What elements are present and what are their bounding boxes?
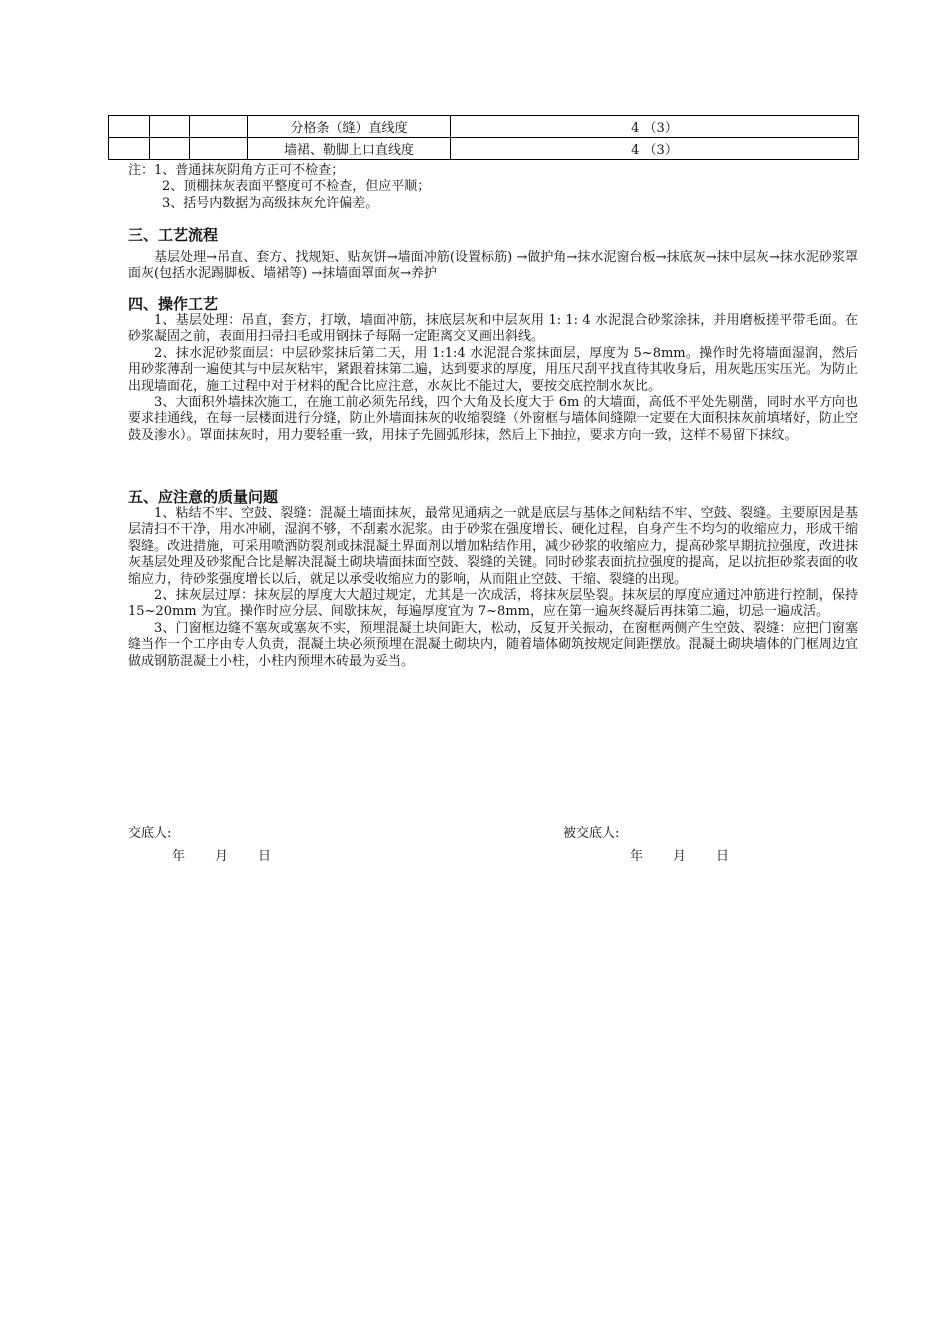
- date-year: 年: [630, 849, 644, 864]
- table-row: [109, 138, 859, 160]
- table-cell-item: 分格条（缝）直线度: [248, 116, 451, 138]
- notes-prefix: 注：: [128, 163, 155, 178]
- table-cell-item: 墙裙、勒脚上口直线度: [248, 138, 451, 160]
- table-cell-blank: [190, 138, 248, 160]
- date-left: [172, 849, 271, 865]
- operation-paragraph: 3、大面积外墙抹次施工，在施工前必须先吊线，四个大角及长度大于 6m 的大墙面，高低不平处先剔凿，同时水平方向也要求挂通线，在每一层楼面进行分缝，防止外墙面抹灰的收缩裂缝（外窗框与墙体间缝隙一定要在大面积抹灰前填堵好，防止空鼓及渗水）。罩面抹灰时，用力要轻重一致，用抹子先圆弧形抹，然后上下抽拉，要求方向一致，这样不易留下抹纹。: [128, 395, 858, 443]
- date-day: 日: [716, 849, 730, 864]
- section-heading-process-flow: 三、工艺流程: [128, 226, 219, 244]
- table-cell-blank: [150, 116, 190, 138]
- table-cell-value: 4 （3）: [451, 138, 859, 160]
- signer-left-label: 交底人:: [128, 826, 172, 841]
- table-cell-blank: [109, 116, 150, 138]
- quality-paragraph: 2、抹灰层过厚：抹灰层的厚度大大超过规定，尤其是一次成活，将抹灰层坠裂。抹灰层的厚度应通过冲筋进行控制，保持 15~20mm 为宜。操作时应分层、间歇抹灰，每遍厚度宜为 7~8mm，应在第一遍灰终凝后再抹第二遍，切忌一遍成活。: [128, 588, 858, 620]
- quality-issues-text: [128, 506, 858, 670]
- tolerance-table: [108, 115, 859, 160]
- date-day: 日: [258, 849, 272, 864]
- section-heading-operation: 四、操作工艺: [128, 295, 219, 313]
- table-cell-blank: [190, 116, 248, 138]
- note-item: 1、普通抹灰阴角方正可不检查；: [154, 163, 345, 178]
- table-cell-blank: [150, 138, 190, 160]
- section-heading-quality-issues: 五、应注意的质量问题: [128, 488, 279, 506]
- quality-paragraph: 1、粘结不牢、空鼓、裂缝：混凝土墙面抹灰，最常见通病之一就是底层与基体之间粘结不牢、空鼓、裂缝。主要原因是基层清扫不干净，用水冲刷，湿润不够，不刮素水泥浆。由于砂浆在强度增长、硬化过程，自身产生不均匀的收缩应力，形成干缩裂缝。改进措施，可采用喷洒防裂剂或抹混凝土界面剂以增加粘结作用，减少砂浆的收缩应力，提高砂浆早期抗拉强度，改进抹灰基层处理及砂浆配合比是解决混凝土砌块墙面抹面空鼓、裂缝的关键。同时砂浆表面抗拉强度的提高，足以抗拒砂浆表面的收缩应力，待砂浆强度增长以后，就足以承受收缩应力的影响，从而阻止空鼓、干缩、裂缝的出现。: [128, 506, 858, 587]
- operation-text: [128, 313, 858, 444]
- operation-paragraph: 1、基层处理：吊直，套方，打墩，墙面冲筋，抹底层灰和中层灰用 1: 1: 4 水泥混合砂浆涂抹，并用磨板搓平带毛面。在砂浆凝固之前，表面用扫帚扫毛或用钢抹子每隔一定距离交叉画出斜线。: [128, 313, 858, 345]
- table-row: [109, 116, 859, 138]
- date-month: 月: [215, 849, 229, 864]
- date-year: 年: [172, 849, 186, 864]
- table-cell-blank: [109, 138, 150, 160]
- table-cell-value: 4 （3）: [451, 116, 859, 138]
- date-month: 月: [673, 849, 687, 864]
- process-flow-paragraph: 基层处理→吊直、套方、找规矩、贴灰饼→墙面冲筋(设置标筋) →做护角→抹水泥窗台板→抹底灰→抹中层灰→抹水泥砂浆罩面灰(包括水泥踢脚板、墙裙等) →抹墙面罩面灰→养护: [128, 250, 858, 282]
- date-right: [630, 849, 729, 865]
- note-item: 3、括号内数据为高级抹灰允许偏差。: [162, 195, 379, 211]
- quality-paragraph: 3、门窗框边缝不塞灰或塞灰不实，预埋混凝土块间距大，松动，反复开关振动，在窗框两侧产生空鼓、裂缝：应把门窗塞缝当作一个工序由专人负责，混凝土块必须预埋在混凝土砌块内，随着墙体砌筑按规定间距摆放。混凝土砌块墙体的门框周边宜做成钢筋混凝土小柱，小柱内预埋木砖最为妥当。: [128, 620, 858, 669]
- signer-right-label: 被交底人:: [563, 826, 620, 841]
- operation-paragraph: 2、抹水泥砂浆面层：中层砂浆抹后第二天，用 1:1:4 水泥混合浆抹面层，厚度为 5~8mm。操作时先将墙面湿润，然后用砂浆薄刮一遍使其与中层灰粘牢，紧跟着抹第二遍，达到要求的厚度，用压尺刮平找直待其收身后，用灰匙压实压光。为防止出现墙面花，施工过程中对于材料的配合比应注意，水灰比不能过大，要按交底控制水灰比。: [128, 345, 858, 394]
- process-flow-text: [128, 250, 858, 283]
- table-notes: [128, 163, 858, 212]
- note-item: 2、顶棚抹灰表面平整度可不检查，但应平顺；: [162, 179, 431, 195]
